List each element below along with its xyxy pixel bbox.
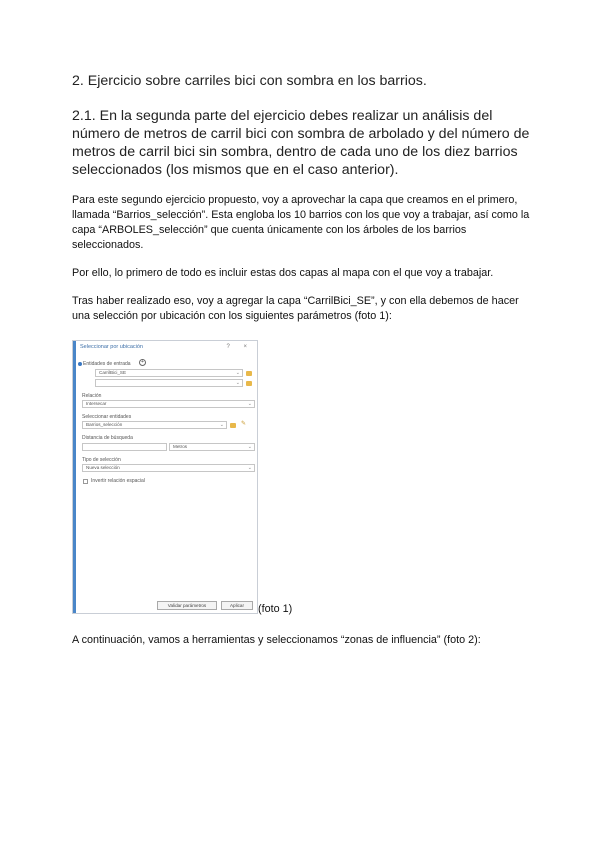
chevron-down-icon: ⌄ [247,401,252,407]
folder-icon [230,423,236,428]
input-layer-empty-field [95,379,243,387]
chevron-down-icon: ⌄ [247,444,252,450]
chevron-down-icon: ⌄ [247,465,252,471]
screenshot-title: Seleccionar por ubicación [80,344,143,350]
input-entities-label: Entidades de entrada [83,361,131,367]
add-input-icon: + [139,359,146,366]
select-by-location-screenshot [72,340,258,614]
section-heading: 2. Ejercicio sobre carriles bici con sombra en los barrios. [72,73,427,89]
photo-caption: (foto 1) [258,603,293,615]
selecting-entities-label: Seleccionar entidades [82,414,132,420]
paragraph-next-step: A continuación, vamos a herramientas y seleccionamos “zonas de influencia” (foto 2): [72,634,481,646]
folder-icon [246,381,252,386]
selection-type-label: Tipo de selección [82,457,121,463]
input-layer-value: CarrilBici_SE [99,370,127,375]
invert-checkbox [83,479,88,484]
chevron-down-icon: ⌄ [235,370,240,376]
input-layer-field [95,369,243,377]
relationship-field [82,400,255,408]
folder-icon [246,371,252,376]
screenshot-accent-bar [73,341,76,613]
invert-label: Invertir relación espacial [91,478,145,484]
paragraph-intro: Para este segundo ejercicio propuesto, voy a aprovechar la capa que creamos en el primero, llamada “Barrios_selección”. Esta engloba los 10 barrios con los que voy a trabajar, así como la capa “ARBOLES_selección” que cuenta únicamente con los árboles de los barrios seleccionados. [72,194,530,251]
search-distance-label: Distancia de búsqueda [82,435,133,441]
search-distance-unit: Metros [173,444,188,449]
apply-button: Aplicar [221,601,253,610]
paragraph-select-location: Tras haber realizado eso, voy a agregar la capa “CarrilBici_SE”, y con ella debemos de hacer una selección por ubicación con los siguientes parámetros (foto 1): [72,295,519,322]
wand-icon: ✎ [241,421,247,427]
selecting-layer-value: Barrios_selección [86,422,123,427]
input-entities-radio-icon [78,362,82,366]
relationship-label: Relación [82,393,102,399]
search-distance-unit-field [169,443,255,451]
relationship-value: Intersecar [86,401,107,406]
chevron-down-icon: ⌄ [219,422,224,428]
selection-type-field [82,464,255,472]
subsection-heading: 2.1. En la segunda parte del ejercicio debes realizar un análisis del número de metros de carril bici con sombra de arbolado y del número de metros de carril bici sin sombra, dentro de cada uno de los diez barrios seleccionados (los mismos que en el caso anterior). [72,108,530,178]
search-distance-field [82,443,167,451]
screenshot-window-buttons: ? × [226,344,253,350]
chevron-down-icon: ⌄ [235,380,240,386]
validate-button: Validar parámetros [157,601,217,610]
selecting-layer-field [82,421,227,429]
selection-type-value: Nueva selección [86,465,120,470]
paragraph-add-layers: Por ello, lo primero de todo es incluir estas dos capas al mapa con el que voy a trabajar. [72,267,494,279]
